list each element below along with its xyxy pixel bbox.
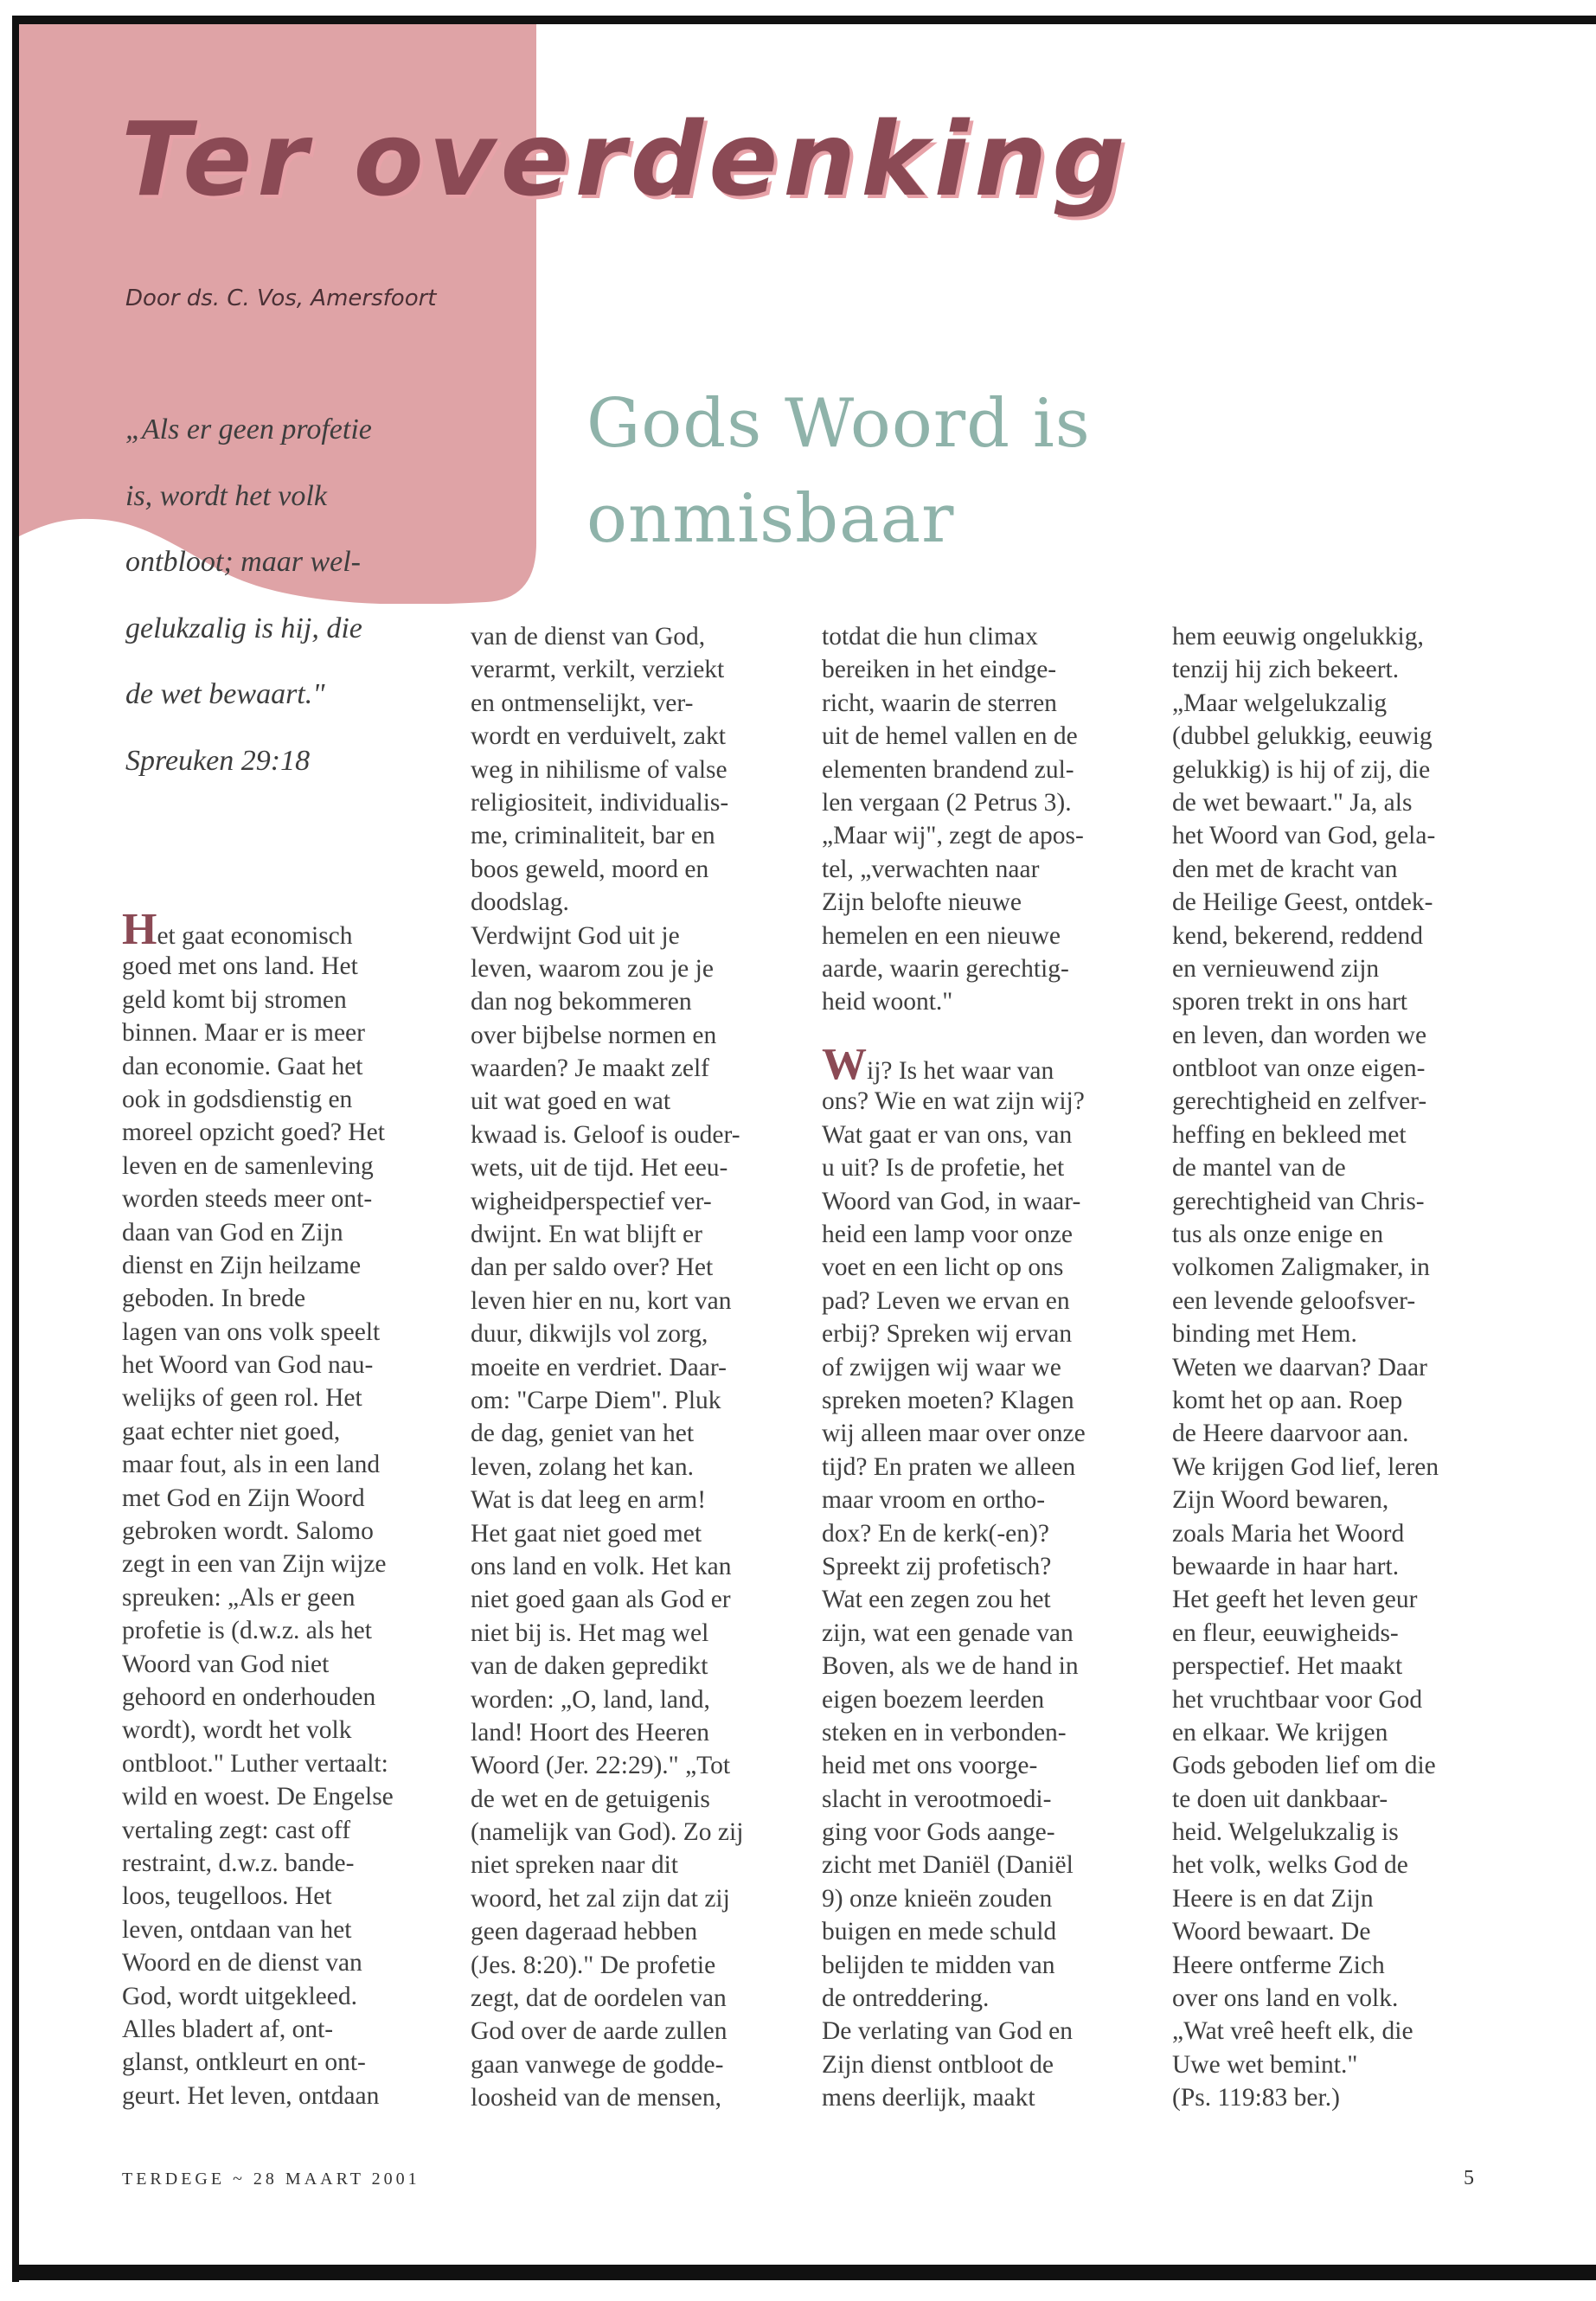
text-line: tus als onze enige en <box>1172 1221 1384 1249</box>
text-line: Zijn Woord bewaren, <box>1172 1486 1389 1515</box>
text-line: glanst, ontkleurt en ont- <box>122 2048 366 2077</box>
text-line: spreuken: „Als er geen <box>122 1583 356 1612</box>
text-line: met God en Zijn Woord <box>122 1484 365 1512</box>
text-line: heid. Welgelukzalig is <box>1172 1818 1399 1847</box>
text-line: 9) onze knieën zouden <box>822 1884 1053 1913</box>
text-line: dox? En de kerk(-en)? <box>822 1519 1049 1548</box>
text-line: loosheid van de mensen, <box>471 2084 722 2112</box>
text-line: spreken moeten? Klagen <box>822 1386 1074 1414</box>
text-line: dwijnt. En wat blijft er <box>471 1221 702 1249</box>
text-line: We krijgen God lief, leren <box>1172 1452 1439 1481</box>
text-line: het Woord van God, gela- <box>1172 822 1436 850</box>
text-line: Woord en de dienst van <box>122 1949 362 1977</box>
paragraph-gap <box>822 1019 1163 1052</box>
text-line: Boven, als we de hand in <box>822 1652 1079 1681</box>
text-line: de dag, geniet van het <box>471 1420 695 1448</box>
text-line: daan van God en Zijn <box>122 1218 343 1247</box>
text-line: ons land en volk. Het kan <box>471 1552 732 1580</box>
text-line: gebroken wordt. Salomo <box>122 1517 374 1546</box>
text-line: ontbloot van onze eigen- <box>1172 1054 1426 1083</box>
text-line: Wat een zegen zou het <box>822 1586 1051 1614</box>
text-line: Alles bladert af, ont- <box>122 2015 334 2043</box>
text-line: Heere is en dat Zijn <box>1172 1884 1374 1913</box>
text-line: wigheidperspectief ver- <box>471 1187 712 1215</box>
text-line: over ons land en volk. <box>1172 1984 1399 2013</box>
text-line: gaan vanwege de godde- <box>471 2050 724 2079</box>
text-line: en leven, dan worden we <box>1172 1021 1427 1049</box>
text-line: hemelen en een nieuwe <box>822 921 1061 950</box>
text-line: Het geeft het leven geur <box>1172 1586 1418 1614</box>
body-column-4 <box>1172 620 1514 2115</box>
text-line: Wat gaat er van ons, van <box>822 1120 1073 1149</box>
text-line: len vergaan (2 Petrus 3). <box>822 788 1072 817</box>
text-line: wets, uit de tijd. Het eeu- <box>471 1154 728 1183</box>
text-line: gaat echter niet goed, <box>122 1417 341 1445</box>
article-title-line: Gods Woord is <box>586 385 1091 463</box>
text-line: moeite en verdriet. Daar- <box>471 1353 727 1381</box>
text-line: zegt, dat de oordelen van <box>471 1984 727 2013</box>
text-line: me, criminaliteit, bar en <box>471 822 715 850</box>
text-line: Wat is dat leeg en arm! <box>471 1486 707 1515</box>
text-line: Weten we daarvan? Daar <box>1172 1353 1427 1381</box>
text-line: maar vroom en ortho- <box>822 1486 1046 1515</box>
page-border-left <box>12 16 19 2282</box>
text-line: voet en een licht op ons <box>822 1253 1064 1282</box>
text-line: belijden te midden van <box>822 1951 1055 1979</box>
text-line: gerechtigheid en zelfver- <box>1172 1087 1427 1116</box>
text-line: een levende geloofsver- <box>1172 1286 1416 1315</box>
article-title-line: onmisbaar <box>586 480 955 558</box>
text-line: „Maar wij", zegt de apos- <box>822 822 1084 850</box>
byline: Door ds. C. Vos, Amersfoort <box>125 285 437 311</box>
text-line: tenzij hij zich bekeert. <box>1172 656 1400 684</box>
text-line: Het gaat niet goed met <box>471 1519 702 1548</box>
text-line: elementen brandend zul- <box>822 755 1074 784</box>
pull-quote-line: ontbloot; maar wel- <box>125 546 361 578</box>
text-line: vertaling zegt: cast off <box>122 1816 351 1844</box>
pull-quote-line: is, wordt het volk <box>125 479 327 512</box>
text-line: gerechtigheid van Chris- <box>1172 1187 1425 1215</box>
text-line: hem eeuwig ongelukkig, <box>1172 623 1424 651</box>
text-line: u uit? Is de profetie, het <box>822 1154 1065 1183</box>
pull-quote-line: „Als er geen profetie <box>125 413 372 445</box>
first-line <box>822 1040 1163 1090</box>
text-line: slacht in verootmoedi- <box>822 1785 1052 1813</box>
text-line: religiositeit, individualis- <box>471 788 729 817</box>
text-line: de wet en de getuigenis <box>471 1785 710 1813</box>
text-line: wij alleen maar over onze <box>822 1420 1086 1448</box>
text-line: (Ps. 119:83 ber.) <box>1172 2084 1340 2112</box>
text-line: (dubbel gelukkig, eeuwig <box>1172 722 1433 751</box>
text-line: Verdwijnt God uit je <box>471 921 680 950</box>
text-line: goed met ons land. Het <box>122 952 358 981</box>
text-line: wordt en verduivelt, zakt <box>471 722 726 751</box>
body-column-1 <box>122 905 464 2112</box>
text-line: totdat die hun climax <box>822 623 1038 651</box>
text-line: dan nog bekommeren <box>471 988 692 1016</box>
text-line: profetie is (d.w.z. als het <box>122 1617 372 1645</box>
text-line: mens deerlijk, maakt <box>822 2084 1035 2112</box>
text-line: moreel opzicht goed? Het <box>122 1118 385 1147</box>
text-line: aarde, waarin gerechtig- <box>822 954 1069 983</box>
text-line: bereiken in het eindge- <box>822 656 1057 684</box>
text-line: Uwe wet bemint." <box>1172 2050 1358 2079</box>
text-line: om: "Carpe Diem". Pluk <box>471 1386 721 1414</box>
text-line: ook in godsdienstig en <box>122 1085 353 1113</box>
text-line: kwaad is. Geloof is ouder- <box>471 1120 740 1149</box>
text-line: leven en de samenleving <box>122 1151 374 1180</box>
text-line: geen dageraad hebben <box>471 1918 698 1946</box>
text-line: uit wat goed en wat <box>471 1087 671 1116</box>
text-line: wild en woest. De Engelse <box>122 1783 394 1811</box>
text-line: Woord (Jer. 22:29)." „Tot <box>471 1752 731 1780</box>
text-line: kend, bekerend, reddend <box>1172 921 1423 950</box>
page-border-bottom <box>12 2265 1596 2280</box>
text-line: heid een lamp voor onze <box>822 1221 1073 1249</box>
text-line: en fleur, eeuwigheids- <box>1172 1618 1399 1647</box>
pull-quote-line: de wet bewaart." <box>125 678 325 710</box>
first-line-text: et gaat economisch <box>157 922 353 950</box>
text-line: het volk, welks God de <box>1172 1851 1408 1880</box>
text-line: Zijn dienst ontbloot de <box>822 2050 1054 2079</box>
text-line: tijd? En praten we alleen <box>822 1452 1076 1481</box>
text-line: over bijbelse normen en <box>471 1021 717 1049</box>
drop-cap: H <box>122 905 157 954</box>
page-border-top <box>12 16 1596 24</box>
text-line: buigen en mede schuld <box>822 1918 1057 1946</box>
text-line: en elkaar. We krijgen <box>1172 1718 1388 1747</box>
text-line: binding met Hem. <box>1172 1320 1357 1349</box>
text-line: Gods geboden lief om die <box>1172 1752 1436 1780</box>
text-line: niet bij is. Het mag wel <box>471 1618 709 1647</box>
text-line: land! Hoort des Heeren <box>471 1718 710 1747</box>
text-line: dienst en Zijn heilzame <box>122 1251 362 1279</box>
pull-quote-source: Spreuken 29:18 <box>125 744 311 777</box>
text-line: en ontmenselijkt, ver- <box>471 689 694 717</box>
text-line: (namelijk van God). Zo zij <box>471 1818 744 1847</box>
text-line: Woord van God, in waar- <box>822 1187 1081 1215</box>
text-line: (Jes. 8:20)." De profetie <box>471 1951 716 1979</box>
text-line: en vernieuwend zijn <box>1172 954 1380 983</box>
text-line: eigen boezem leerden <box>822 1685 1045 1714</box>
text-line: weg in nihilisme of valse <box>471 755 727 784</box>
text-line: ons? Wie en wat zijn wij? <box>822 1087 1085 1116</box>
text-line: of zwijgen wij waar we <box>822 1353 1061 1381</box>
text-line: woord, het zal zijn dat zij <box>471 1884 730 1913</box>
text-line: boos geweld, moord en <box>471 855 709 883</box>
text-line: de mantel van de <box>1172 1154 1346 1183</box>
text-line: heffing en bekleed met <box>1172 1120 1407 1149</box>
text-line: waarden? Je maakt zelf <box>471 1054 709 1083</box>
text-line: maar fout, als in een land <box>122 1451 381 1479</box>
text-line: Heere ontferme Zich <box>1172 1951 1385 1979</box>
text-line: richt, waarin de sterren <box>822 689 1057 717</box>
text-line: geboden. In brede <box>122 1285 306 1313</box>
page-number: 5 <box>1464 2167 1474 2189</box>
text-line: niet goed gaan als God er <box>471 1586 731 1614</box>
text-line: duur, dikwijls vol zorg, <box>471 1320 708 1349</box>
text-line: bewaarde in haar hart. <box>1172 1552 1400 1580</box>
text-line: gehoord en onderhouden <box>122 1682 376 1711</box>
text-line: de ontreddering. <box>822 1984 990 2013</box>
text-line: zijn, wat een genade van <box>822 1618 1074 1647</box>
text-line: den met de kracht van <box>1172 855 1398 883</box>
text-line: gelukkig) is hij of zij, die <box>1172 755 1431 784</box>
text-line: Spreekt zij profetisch? <box>822 1552 1052 1580</box>
text-line: De verlating van God en <box>822 2017 1073 2046</box>
text-line: worden: „O, land, land, <box>471 1685 710 1714</box>
text-line: de Heilige Geest, ontdek- <box>1172 888 1433 917</box>
article-title <box>586 376 1091 567</box>
text-line: leven, waarom zou je je <box>471 954 714 983</box>
text-line: steken en in verbonden- <box>822 1718 1067 1747</box>
text-line: dan economie. Gaat het <box>122 1052 363 1080</box>
text-line: leven, ontdaan van het <box>122 1915 352 1944</box>
text-line: „Wat vreê heeft elk, die <box>1172 2017 1413 2046</box>
text-line: Woord bewaart. De <box>1172 1918 1371 1946</box>
pull-quote-line: gelukzalig is hij, die <box>125 612 362 644</box>
text-line: geld komt bij stromen <box>122 985 347 1014</box>
text-line: dan per saldo over? Het <box>471 1253 714 1282</box>
footer-publication: TERDEGE ~ 28 MAART 2001 <box>122 2170 420 2189</box>
text-line: niet spreken naar dit <box>471 1851 679 1880</box>
text-line: perspectief. Het maakt <box>1172 1652 1403 1681</box>
text-line: tel, „verwachten naar <box>822 855 1040 883</box>
drop-cap: W <box>822 1040 867 1090</box>
text-line: uit de hemel vallen en de <box>822 722 1078 751</box>
text-line: loos, teugelloos. Het <box>122 1882 332 1911</box>
text-line: restraint, d.w.z. bande- <box>122 1849 355 1877</box>
text-line: te doen uit dankbaar- <box>1172 1785 1388 1813</box>
text-line: erbij? Spreken wij ervan <box>822 1320 1073 1349</box>
text-line: pad? Leven we ervan en <box>822 1286 1070 1315</box>
text-line: zoals Maria het Woord <box>1172 1519 1405 1548</box>
text-line: van de daken gepredikt <box>471 1652 708 1681</box>
body-column-3 <box>822 620 1163 2115</box>
text-line: wordt), wordt het volk <box>122 1716 352 1745</box>
text-line: doodslag. <box>471 888 569 917</box>
text-line: „Maar welgelukzalig <box>1172 689 1388 717</box>
text-line: van de dienst van God, <box>471 623 706 651</box>
text-line: God, wordt uitgekleed. <box>122 1982 357 2010</box>
text-line: ging voor Gods aange- <box>822 1818 1055 1847</box>
text-line: heid woont." <box>822 988 953 1016</box>
first-line-text: ij? Is het waar van <box>867 1057 1054 1086</box>
text-line: verarmt, verkilt, verziekt <box>471 656 725 684</box>
text-line: sporen trekt in ons hart <box>1172 988 1407 1016</box>
text-line: binnen. Maar er is meer <box>122 1019 365 1048</box>
body-column-2 <box>471 620 812 2115</box>
text-line: zicht met Daniël (Daniël <box>822 1851 1074 1880</box>
text-line: worden steeds meer ont- <box>122 1185 373 1214</box>
text-line: het Woord van God nau- <box>122 1351 374 1380</box>
text-line: volkomen Zaligmaker, in <box>1172 1253 1430 1282</box>
text-line: Woord van God niet <box>122 1650 330 1678</box>
text-line: leven hier en nu, kort van <box>471 1286 732 1315</box>
pull-quote <box>125 413 372 811</box>
text-line: de Heere daarvoor aan. <box>1172 1420 1409 1448</box>
text-line: welijks of geen rol. Het <box>122 1384 362 1413</box>
section-title: Ter overdenking <box>121 99 1131 219</box>
text-line: Zijn belofte nieuwe <box>822 888 1022 917</box>
text-line: leven, zolang het kan. <box>471 1452 695 1481</box>
text-line: God over de aarde zullen <box>471 2017 727 2046</box>
text-line: zegt in een van Zijn wijze <box>122 1550 387 1579</box>
text-line: geurt. Het leven, ontdaan <box>122 2081 380 2110</box>
text-line: komt het op aan. Roep <box>1172 1386 1403 1414</box>
first-line <box>122 905 464 954</box>
text-line: heid met ons voorge- <box>822 1752 1038 1780</box>
text-line: ontbloot." Luther vertaalt: <box>122 1749 388 1778</box>
text-line: de wet bewaart." Ja, als <box>1172 788 1413 817</box>
text-line: het vruchtbaar voor God <box>1172 1685 1423 1714</box>
text-line: lagen van ons volk speelt <box>122 1317 381 1346</box>
